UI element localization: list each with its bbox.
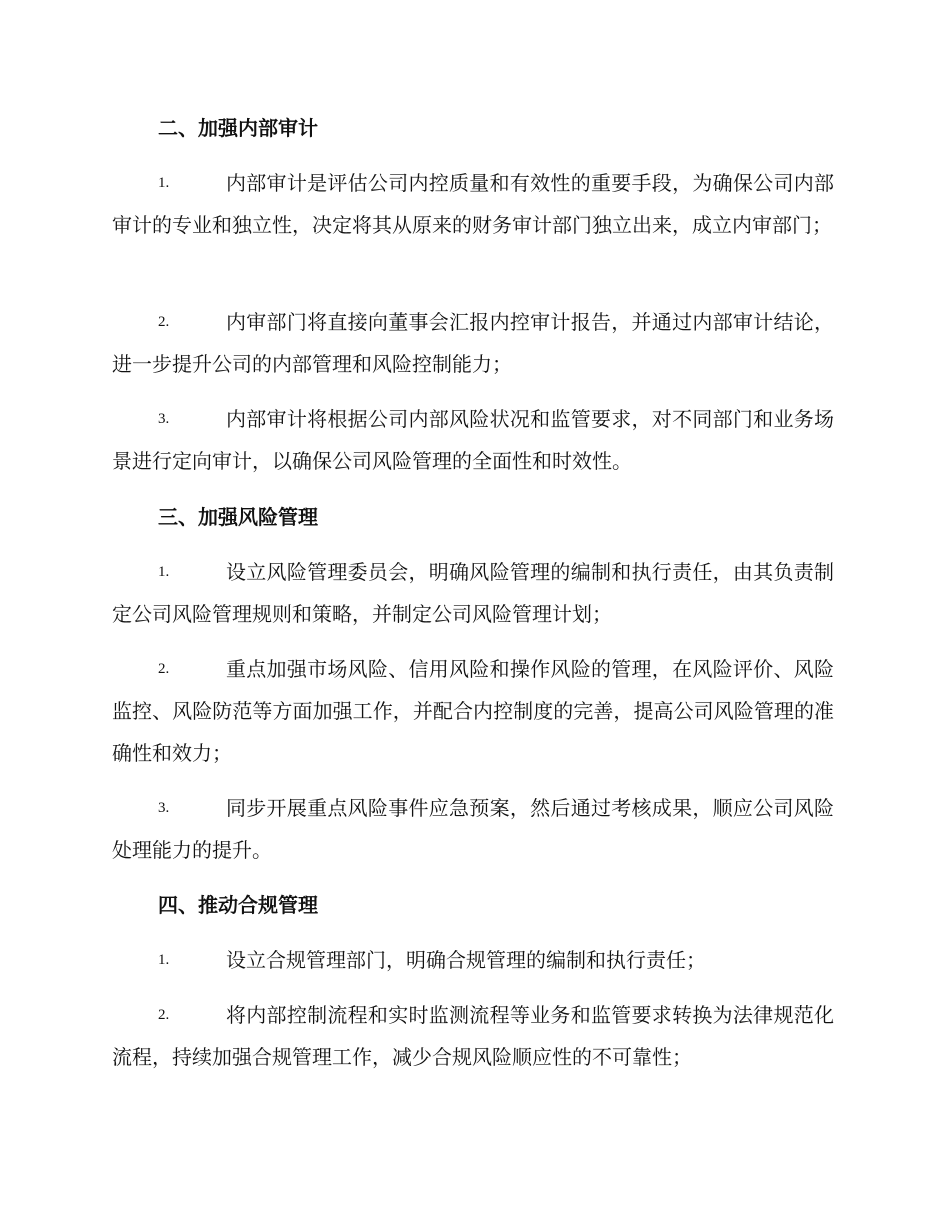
paragraph-compliance-1: 设立合规管理部门，明确合规管理的编制和执行责任； [226, 948, 706, 972]
section-heading-risk-management: 三、加强风险管理 [158, 505, 318, 529]
paragraph-risk-management-1: 设立风险管理委员会，明确风险管理的编制和执行责任，由其负责制定公司风险管理规则和策略，并制定公司风险管理计划； [112, 560, 834, 626]
paragraph-compliance-2: 将内部控制流程和实时监测流程等业务和监管要求转换为法律规范化流程，持续加强合规管理工作，减少合规风险顺应性的不可靠性； [112, 1003, 834, 1069]
paragraph-internal-audit-1: 内部审计是评估公司内控质量和有效性的重要手段，为确保公司内部审计的专业和独立性，决定将其从原来的财务审计部门独立出来，成立内审部门； [112, 171, 834, 237]
item-number: 3. [158, 411, 170, 427]
item-number: 1. [158, 175, 170, 191]
item-number: 1. [158, 952, 170, 968]
paragraph-internal-audit-3: 内部审计将根据公司内部风险状况和监管要求，对不同部门和业务场景进行定向审计，以确保公司风险管理的全面性和时效性。 [112, 407, 834, 473]
paragraph-risk-management-3: 同步开展重点风险事件应急预案，然后通过考核成果，顺应公司风险处理能力的提升。 [112, 796, 834, 862]
item-number: 1. [158, 564, 170, 580]
item-number: 2. [158, 661, 170, 677]
paragraph-internal-audit-2: 内审部门将直接向董事会汇报内控审计报告，并通过内部审计结论，进一步提升公司的内部管理和风险控制能力； [112, 310, 834, 376]
section-heading-compliance-management: 四、推动合规管理 [158, 893, 318, 917]
paragraph-risk-management-2: 重点加强市场风险、信用风险和操作风险的管理，在风险评价、风险监控、风险防范等方面加强工作，并配合内控制度的完善，提高公司风险管理的准确性和效力； [112, 657, 834, 765]
item-number: 3. [158, 800, 170, 816]
item-number: 2. [158, 1007, 170, 1023]
section-heading-internal-audit: 二、加强内部审计 [158, 116, 318, 140]
item-number: 2. [158, 314, 170, 330]
